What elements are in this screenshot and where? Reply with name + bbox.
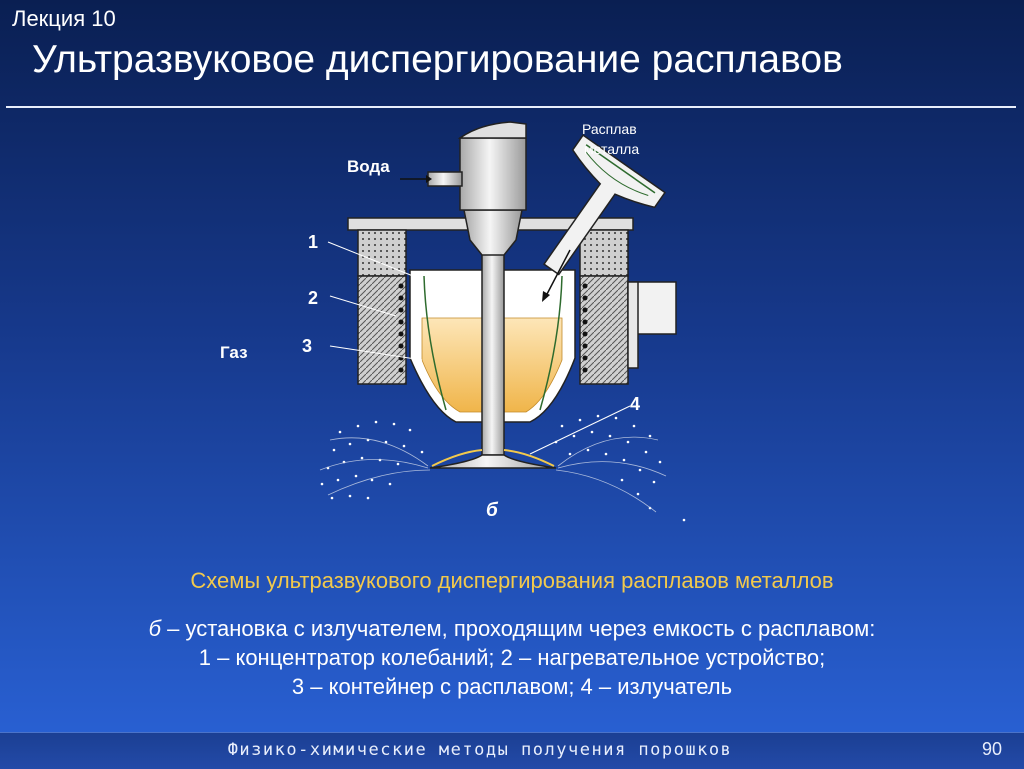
diagram-caption: Схемы ультразвукового диспергирования расплавов металлов (190, 568, 834, 593)
heater-left (358, 276, 406, 384)
label-melt-line1: Расплав (582, 121, 637, 137)
label-4: 4 (630, 394, 641, 414)
label-1: 1 (308, 232, 319, 252)
spray-right (555, 415, 686, 522)
label-variant: б (486, 500, 498, 521)
footer-course-title: Физико-химические методы получения порошков (227, 740, 733, 760)
label-melt-line2: металла (584, 141, 640, 157)
lecture-label: Лекция 10 (12, 6, 116, 31)
page-number: 90 (981, 739, 1002, 759)
desc-line-3: 3 – контейнер с расплавом; 4 – излучатель (291, 674, 733, 699)
label-2: 2 (308, 288, 319, 308)
heater-right-top (580, 230, 628, 276)
desc-line-2: 1 – концентратор колебаний; 2 – нагревательное устройство; (198, 645, 826, 670)
heater-right (580, 276, 628, 384)
label-gas: Газ (220, 343, 248, 362)
heater-left-top (358, 230, 406, 276)
footer-bar (0, 732, 1024, 769)
label-water: Вода (347, 157, 390, 176)
concentrator (464, 210, 522, 255)
diagram-description (0, 614, 1024, 701)
transducer-housing (460, 138, 526, 210)
spray-left (321, 421, 424, 500)
emitter-disc (430, 455, 556, 468)
desc-line-1: б – установка с излучателем, проходящим через емкость с расплавом: (148, 616, 876, 641)
slide-title: Ультразвуковое диспергирование расплавов (32, 38, 843, 81)
water-inlet (428, 172, 462, 186)
dispersion-diagram (210, 110, 710, 530)
waveguide-rod (482, 250, 504, 455)
title-divider (6, 106, 1016, 108)
label-3: 3 (302, 336, 313, 356)
